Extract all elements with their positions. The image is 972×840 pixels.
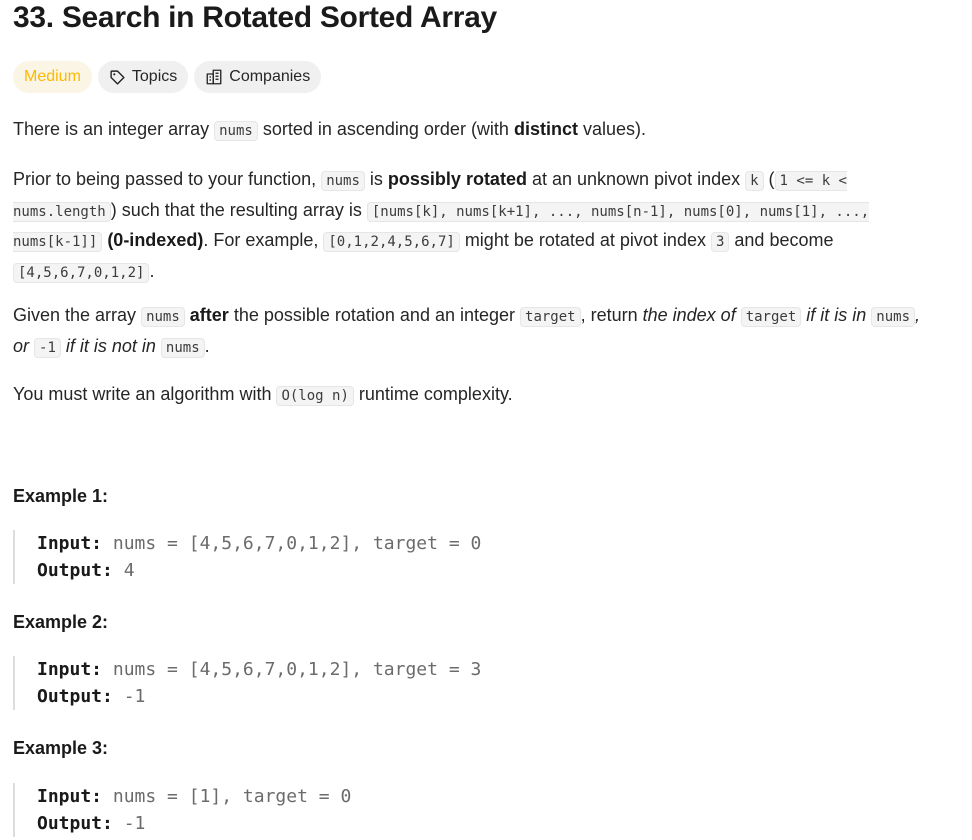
bold-text: distinct (513, 119, 578, 139)
tag-icon (109, 69, 126, 86)
inline-code: -1 (34, 338, 61, 358)
input-value: nums = [1], target = 0 (102, 786, 352, 807)
output-value: -1 (112, 686, 146, 707)
building-icon (205, 68, 223, 86)
example-2-heading: Example 2: (13, 612, 109, 632)
description-paragraph-2 (13, 165, 933, 287)
example-input-line (37, 783, 713, 810)
inline-code: 1 <= k < nums.length (13, 173, 847, 220)
inline-code: nums (141, 307, 185, 327)
inline-code: [4,5,6,7,0,1,2] (13, 263, 149, 283)
companies-button[interactable] (194, 61, 321, 93)
output-value: 4 (112, 560, 135, 581)
text: and become (729, 230, 834, 250)
text: . (204, 335, 210, 356)
bold-text: possibly rotated (387, 169, 527, 189)
example-output-line (37, 810, 713, 837)
inline-code: nums (161, 338, 205, 358)
example-input-line (37, 530, 713, 557)
description-paragraph-1 (13, 115, 933, 146)
bold-text: (0-indexed) (107, 230, 204, 250)
topics-label: Topics (131, 68, 178, 85)
inline-code: target (520, 307, 581, 327)
inline-code: nums (321, 171, 365, 191)
problem-tags (13, 61, 321, 93)
example-output-line (37, 557, 713, 584)
text: You must write an algorithm with (13, 384, 277, 404)
example-3-block (13, 783, 713, 837)
companies-label: Companies (229, 68, 311, 85)
bold-text: after (189, 305, 229, 325)
italic-text: if it is not in (60, 335, 161, 356)
text: might be rotated at pivot index (459, 230, 711, 250)
inline-code: k (745, 171, 763, 191)
text: ( (763, 169, 775, 189)
italic-text: if it is in (801, 305, 872, 325)
difficulty-badge: Medium (13, 61, 92, 93)
description-paragraph-4 (13, 380, 933, 411)
inline-code: O(log n) (276, 386, 353, 406)
problem-title[interactable]: 33. Search in Rotated Sorted Array (13, 1, 497, 34)
text: is (364, 169, 388, 189)
inline-code: [0,1,2,4,5,6,7] (323, 232, 459, 252)
text: Given the array (13, 305, 142, 325)
inline-code: nums (214, 121, 258, 141)
text: . (149, 260, 155, 281)
text: Prior to being passed to your function, (13, 169, 322, 189)
inline-code: nums (871, 307, 915, 327)
text: at an unknown pivot index (526, 169, 746, 189)
text: ) such that the resulting array is (110, 199, 367, 220)
text: . For example, (203, 230, 324, 250)
inline-code: 3 (711, 232, 729, 252)
output-label: Output: (37, 560, 113, 581)
text: runtime complexity. (353, 384, 513, 404)
example-3-heading: Example 3: (13, 738, 109, 758)
input-label: Input: (37, 786, 103, 807)
text: , return (580, 305, 643, 325)
text: values). (577, 119, 646, 139)
inline-code: target (741, 307, 802, 327)
italic-text: , or (13, 305, 921, 356)
input-label: Input: (37, 659, 103, 680)
text: sorted in ascending order (with (257, 119, 514, 139)
input-value: nums = [4,5,6,7,0,1,2], target = 0 (102, 533, 482, 554)
example-1-heading: Example 1: (13, 486, 109, 506)
text: the possible rotation and an integer (228, 305, 521, 325)
output-label: Output: (37, 686, 113, 707)
text: There is an integer array (13, 119, 215, 139)
italic-text: the index of (642, 305, 741, 325)
output-label: Output: (37, 813, 113, 834)
output-value: -1 (112, 813, 146, 834)
input-value: nums = [4,5,6,7,0,1,2], target = 3 (102, 659, 482, 680)
example-output-line (37, 683, 713, 710)
inline-code: [nums[k], nums[k+1], ..., nums[n-1], nums[0], nums[1], ..., nums[k-1]] (13, 203, 870, 250)
example-1-block (13, 530, 713, 584)
topics-button[interactable] (98, 61, 188, 93)
example-input-line (37, 656, 713, 683)
input-label: Input: (37, 533, 103, 554)
example-2-block (13, 656, 713, 710)
description-paragraph-3 (13, 301, 933, 362)
